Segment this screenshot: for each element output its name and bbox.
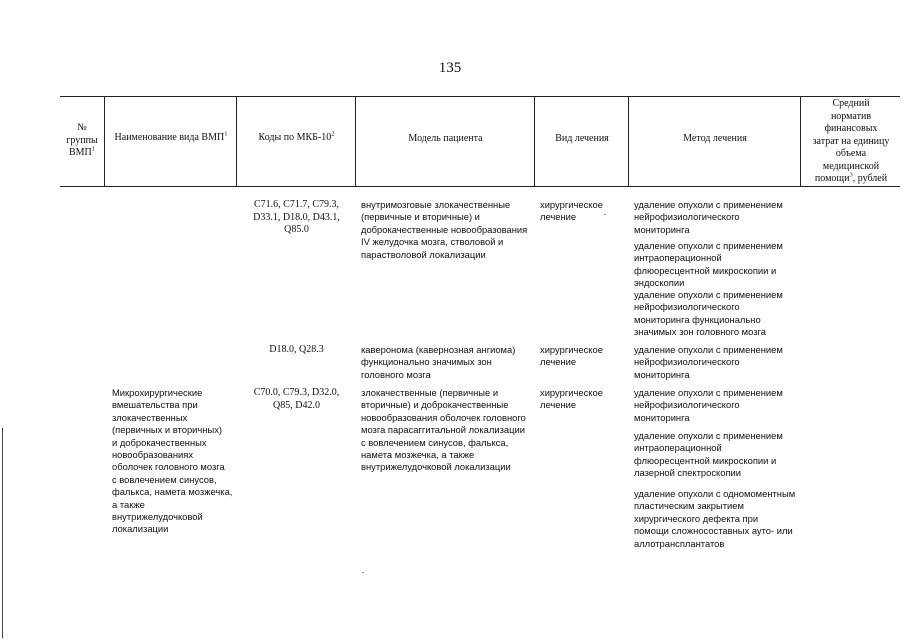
header-treatment-type: Вид лечения (555, 133, 609, 144)
header-top-rule (60, 96, 900, 97)
row1-codes: C71.6, C71.7, C79.3, D33.1, D18.0, D43.1, Q85.0 (253, 199, 340, 235)
col-divider (534, 96, 535, 186)
row3-method-1: удаление опухоли с применением нейрофизиологического мониторинга (634, 387, 783, 423)
row3-codes: C70.0, C79.3, D32.0, Q85, D42.0 (253, 387, 340, 411)
scan-speck (604, 214, 606, 215)
header-method: Метод лечения (683, 133, 747, 144)
header-model: Модель пациента (408, 133, 483, 144)
scan-speck (362, 572, 364, 573)
row1-method-3: удаление опухоли с применением нейрофизиологического мониторинга функционально значимых зон головного мозга (634, 289, 783, 338)
row3-method-3: удаление опухоли с одномоментным пластическим закрытием хирургического дефекта при помощи сложносоставных ауто- или аллотрансплантатов (634, 488, 796, 549)
row3-method-2: удаление опухоли с применением интраоперационной флюоресцентной микроскопии и лазерной спектроскопии (634, 430, 783, 479)
header-codes: Коды по МКБ-$10^2$ (258, 130, 335, 143)
row1-patient-model: внутримозговые злокачественные (первичные и вторичные) и доброкачественные новообразования IV желудочка мозга, стволовой и парастволовой локализации (361, 199, 528, 260)
page-number: 135 (438, 60, 462, 76)
row2-codes: D18.0, Q28.3 (269, 344, 324, 355)
row3-patient-model: злокачественные (первичные и вторичные) и доброкачественные новообразования оболочек головного мозга парасаггитальной локализации с вовлечением синусов, фалькса, намета мозжечка, а также внутрижелудочковой локализации (361, 387, 526, 473)
header-cost: Средний норматив финансовых затрат на единицу объема медицинской помощи$^3$, рублей (812, 98, 890, 184)
row1-treatment-type: хирургическое лечение (540, 199, 603, 223)
col-divider (355, 96, 356, 186)
header-name: Наименование вида ВМП$^1$ (114, 130, 228, 143)
row2-treatment-type: хирургическое лечение (540, 344, 603, 368)
row2-method-1: удаление опухоли с применением нейрофизиологического мониторинга (634, 344, 783, 380)
row2-patient-model: каверонома (кавернозная ангиома) функционально значимых зон головного мозга (361, 344, 516, 380)
col-divider (236, 96, 237, 186)
col-divider (628, 96, 629, 186)
scan-edge-line (2, 428, 3, 638)
row1-method-1: удаление опухоли с применением нейрофизиологического мониторинга (634, 199, 783, 235)
row3-vmp-name: Микрохирургические вмешательства при злокачественных (первичных и вторичных) и доброкачественных новообразованиях оболочек головного мозга с вовлечением синусов, фалькса, намета мозжечка, а также внутрижелудочковой локализации (112, 387, 233, 535)
col-divider (104, 96, 105, 186)
header-bottom-rule (60, 186, 900, 187)
row1-method-2: удаление опухоли с применением интраоперационной флюоресцентной микроскопии и эндоскопии (634, 240, 783, 289)
header-group-no: № группы ВМП$^1$ (66, 122, 98, 158)
row3-treatment-type: хирургическое лечение (540, 387, 603, 411)
